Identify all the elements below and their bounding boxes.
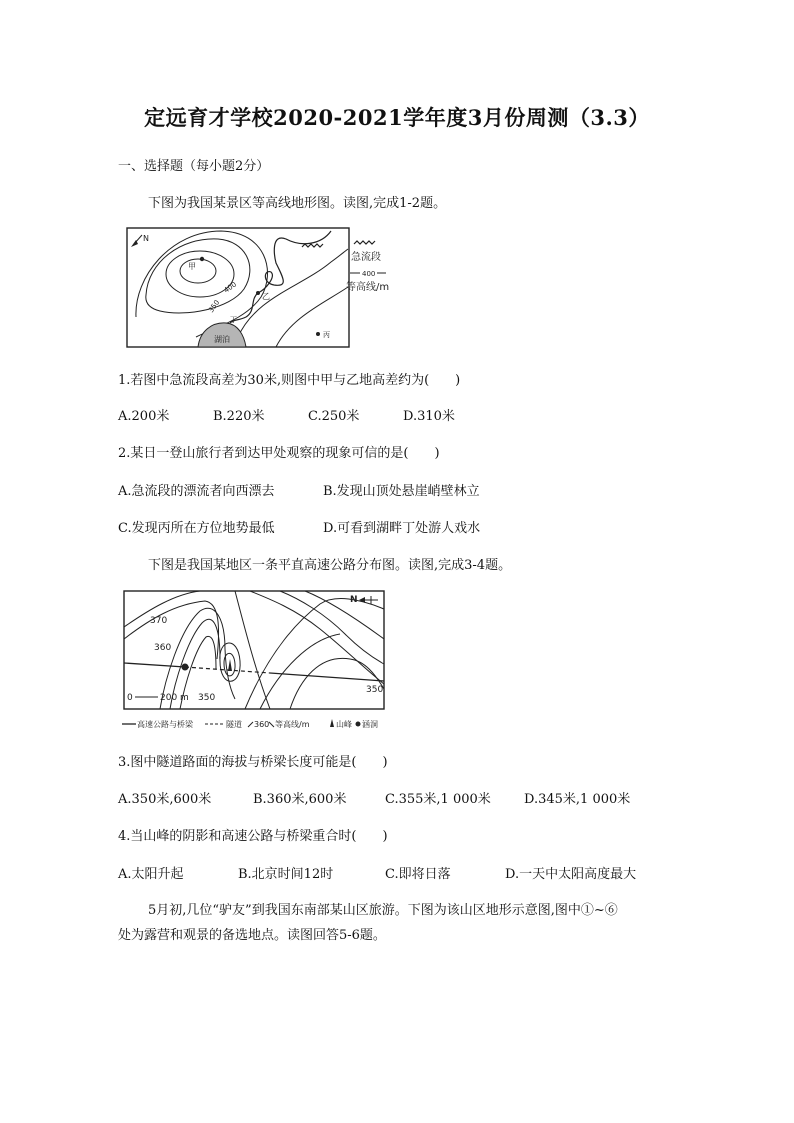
contour-400-label: 400 (222, 280, 239, 295)
q2-option-d[interactable]: D.可看到湖畔丁处游人戏水 (323, 521, 481, 536)
highway-map-2 (120, 589, 420, 734)
legend-contour: 等高线/m (346, 282, 390, 293)
question-1-stem: 1.若图中急流段高差为30米,则图中甲与乙地高差约为( ) (118, 373, 461, 388)
scale-zero: 0 (127, 693, 133, 703)
legend-peak: 山峰 (336, 720, 352, 729)
q4-option-a[interactable]: A.太阳升起 (118, 867, 184, 882)
page-title: 定远育才学校2020-2021学年度3月份周测（3.3） (144, 105, 650, 130)
intro-paragraph-3-line-1: 5月初,几位“驴友”到我国东南部某山区旅游。下图为该山区地形示意图,图中①~⑥ (148, 903, 618, 918)
label-360: 360 (154, 643, 172, 653)
q1-option-c[interactable]: C.250米 (308, 409, 360, 424)
legend-highway: 高速公路与桥梁 (137, 720, 193, 729)
intro-paragraph-2: 下图是我国某地区一条平直高速公路分布图。读图,完成3-4题。 (148, 558, 512, 573)
contour-map-1 (126, 227, 406, 349)
north-label-2: N (350, 595, 358, 605)
legend-rapids: 急流段 (351, 252, 381, 263)
label-350-a: 350 (198, 693, 216, 703)
north-label: N (143, 234, 149, 243)
q4-option-b[interactable]: B.北京时间12时 (238, 867, 334, 882)
point-ding: 丁 (230, 316, 237, 324)
q4-option-d[interactable]: D.一天中太阳高度最大 (505, 867, 637, 882)
point-jia: 甲 (188, 262, 196, 271)
q2-option-a[interactable]: A.急流段的漂流者向西漂去 (118, 484, 275, 499)
legend-culvert: 涵洞 (362, 720, 378, 729)
intro-paragraph-3-line-2: 处为露营和观景的备选地点。读图回答5-6题。 (118, 928, 386, 943)
q1-option-b[interactable]: B.220米 (213, 409, 265, 424)
q2-option-b[interactable]: B.发现山顶处悬崖峭壁林立 (323, 484, 480, 499)
question-3-stem: 3.图中隧道路面的海拔与桥梁长度可能是( ) (118, 755, 388, 770)
point-bing: 丙 (323, 331, 330, 339)
legend-contour-value-2: 360 (254, 720, 270, 729)
q3-option-b[interactable]: B.360米,600米 (253, 792, 347, 807)
lake-label: 湖泊 (214, 335, 230, 344)
contour-350-label: 350 (207, 298, 222, 315)
q1-option-d[interactable]: D.310米 (403, 409, 455, 424)
label-370: 370 (150, 616, 168, 626)
question-4-stem: 4.当山峰的阴影和高速公路与桥梁重合时( ) (118, 829, 388, 844)
label-350-b: 350 (366, 685, 384, 695)
q3-option-a[interactable]: A.350米,600米 (118, 792, 212, 807)
q1-option-a[interactable]: A.200米 (118, 409, 170, 424)
section-heading: 一、选择题（每小题2分） (118, 159, 270, 174)
intro-paragraph-1: 下图为我国某景区等高线地形图。读图,完成1-2题。 (148, 196, 447, 211)
point-yi: 乙 (262, 292, 270, 301)
legend-contour-2: 等高线/m (275, 720, 310, 729)
q2-option-c[interactable]: C.发现丙所在方位地势最低 (118, 521, 275, 536)
scale-200m: 200 m (160, 693, 189, 703)
legend-contour-value: 400 (362, 270, 376, 278)
q3-option-c[interactable]: C.355米,1 000米 (385, 792, 491, 807)
legend-tunnel: 隧道 (226, 720, 242, 729)
question-2-stem: 2.某日一登山旅行者到达甲处观察的现象可信的是( ) (118, 446, 440, 461)
q3-option-d[interactable]: D.345米,1 000米 (524, 792, 631, 807)
q4-option-c[interactable]: C.即将日落 (385, 867, 451, 882)
